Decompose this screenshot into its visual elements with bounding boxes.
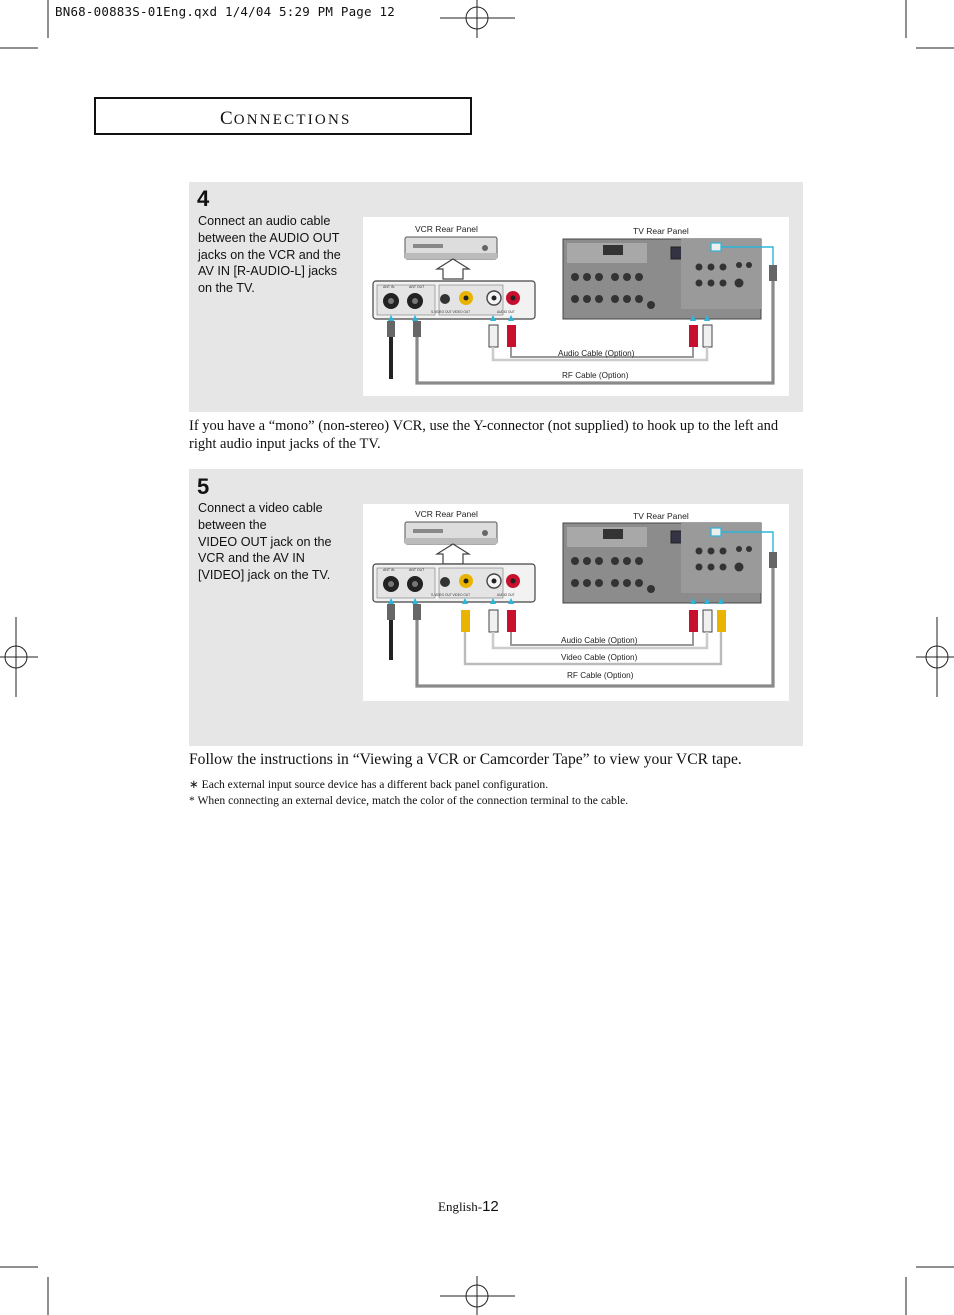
rf-plug-tv — [769, 265, 777, 281]
panel-arrow-icon — [437, 544, 469, 564]
audio-plug-red-tv — [689, 325, 698, 347]
tv-rear-panel-label: TV Rear Panel — [633, 226, 689, 236]
svideo-video-out-label: S-VIDEO OUT VIDEO OUT — [431, 593, 471, 597]
step-5-diagram — [363, 504, 789, 701]
audio-out-label: AUDIO OUT — [497, 310, 515, 314]
print-header: BN68-00883S-01Eng.qxd 1/4/04 5:29 PM Page 12 — [55, 4, 395, 19]
ant-out-label: ANT OUT — [409, 568, 425, 572]
vcr-unit — [405, 522, 497, 544]
step-4-text-line: on the TV. — [198, 281, 255, 296]
audio-out-label: AUDIO OUT — [497, 593, 515, 597]
note-color-match: * When connecting an external device, match the color of the connection terminal to the cable. — [189, 794, 629, 807]
step-4-text-line: AV IN [R-AUDIO-L] jacks — [198, 264, 338, 279]
step-5-text-line: VIDEO OUT jack on the — [198, 534, 332, 549]
section-title-rest: ONNECTIONS — [233, 112, 352, 128]
video-cable-label: Video Cable (Option) — [561, 653, 638, 662]
audio-plug-white-tv — [703, 610, 712, 632]
follow-instructions: Follow the instructions in “Viewing a VCR or Camcorder Tape” to view your VCR tape. — [189, 751, 742, 768]
rf-cable-label: RF Cable (Option) — [567, 671, 634, 680]
ant-out-label: ANT OUT — [409, 285, 425, 289]
video-plug-yellow-tv — [717, 610, 726, 632]
page-footer — [438, 1198, 499, 1215]
rf-cable-label: RF Cable (Option) — [562, 371, 629, 380]
tv-rear-panel-label: TV Rear Panel — [633, 511, 689, 521]
audio-plug-white-tv — [703, 325, 712, 347]
audio-plug-red-vcr — [507, 610, 516, 632]
ant-in-label: ANT IN — [383, 568, 395, 572]
step-4-panel — [189, 182, 803, 412]
note-back-panel: ∗ Each external input source device has a different back panel configuration. — [189, 778, 549, 791]
panel-arrow-icon — [437, 259, 469, 279]
audio-cable-label: Audio Cable (Option) — [561, 636, 638, 645]
section-title-initial: C — [220, 108, 234, 129]
step-5-connection-diagram — [363, 504, 789, 701]
vcr-rear-panel — [373, 564, 535, 602]
step-5-text — [198, 500, 358, 584]
video-plug-yellow-vcr — [461, 610, 470, 632]
vcr-unit — [405, 237, 497, 259]
audio-plug-red-tv — [689, 610, 698, 632]
footer-prefix: English- — [438, 1199, 483, 1214]
svideo-video-out-label: S-VIDEO OUT VIDEO OUT — [431, 310, 471, 314]
audio-cable-label: Audio Cable (Option) — [558, 349, 635, 358]
vcr-rear-panel-label: VCR Rear Panel — [415, 509, 478, 519]
audio-plug-red-vcr — [507, 325, 516, 347]
audio-plug-white-vcr — [489, 610, 498, 632]
step-4-text-line: between the AUDIO OUT — [198, 230, 340, 245]
vcr-rear-panel-label: VCR Rear Panel — [415, 224, 478, 234]
rf-plug-tv — [769, 552, 777, 568]
step-4-text-line: jacks on the VCR and the — [198, 247, 341, 262]
section-title-box — [94, 97, 472, 135]
step-5-text-line: between the — [198, 517, 267, 532]
step-4-number: 4 — [197, 186, 210, 211]
tv-rear-panel — [563, 523, 761, 603]
section-title — [220, 108, 352, 130]
step-5-panel — [189, 469, 803, 746]
step-4-text — [198, 213, 358, 297]
tv-rear-panel — [563, 239, 761, 319]
step-4-diagram — [363, 217, 789, 396]
step-5-text-line: [VIDEO] jack on the TV. — [198, 568, 331, 583]
step-4-connection-diagram — [363, 217, 789, 396]
page-number: 12 — [482, 1198, 499, 1215]
step-5-text-line: Connect a video cable — [198, 501, 323, 515]
step-5-text-line: VCR and the AV IN — [198, 551, 305, 566]
step-5-number: 5 — [197, 474, 210, 499]
audio-plug-white-vcr — [489, 325, 498, 347]
step-4-text-line: Connect an audio cable — [198, 214, 331, 228]
mono-vcr-note: If you have a “mono” (non-stereo) VCR, use the Y-connector (not supplied) to hook up to the left and right audio input jacks of the TV. — [189, 418, 779, 452]
ant-in-label: ANT IN — [383, 285, 395, 289]
vcr-rear-panel — [373, 281, 535, 319]
